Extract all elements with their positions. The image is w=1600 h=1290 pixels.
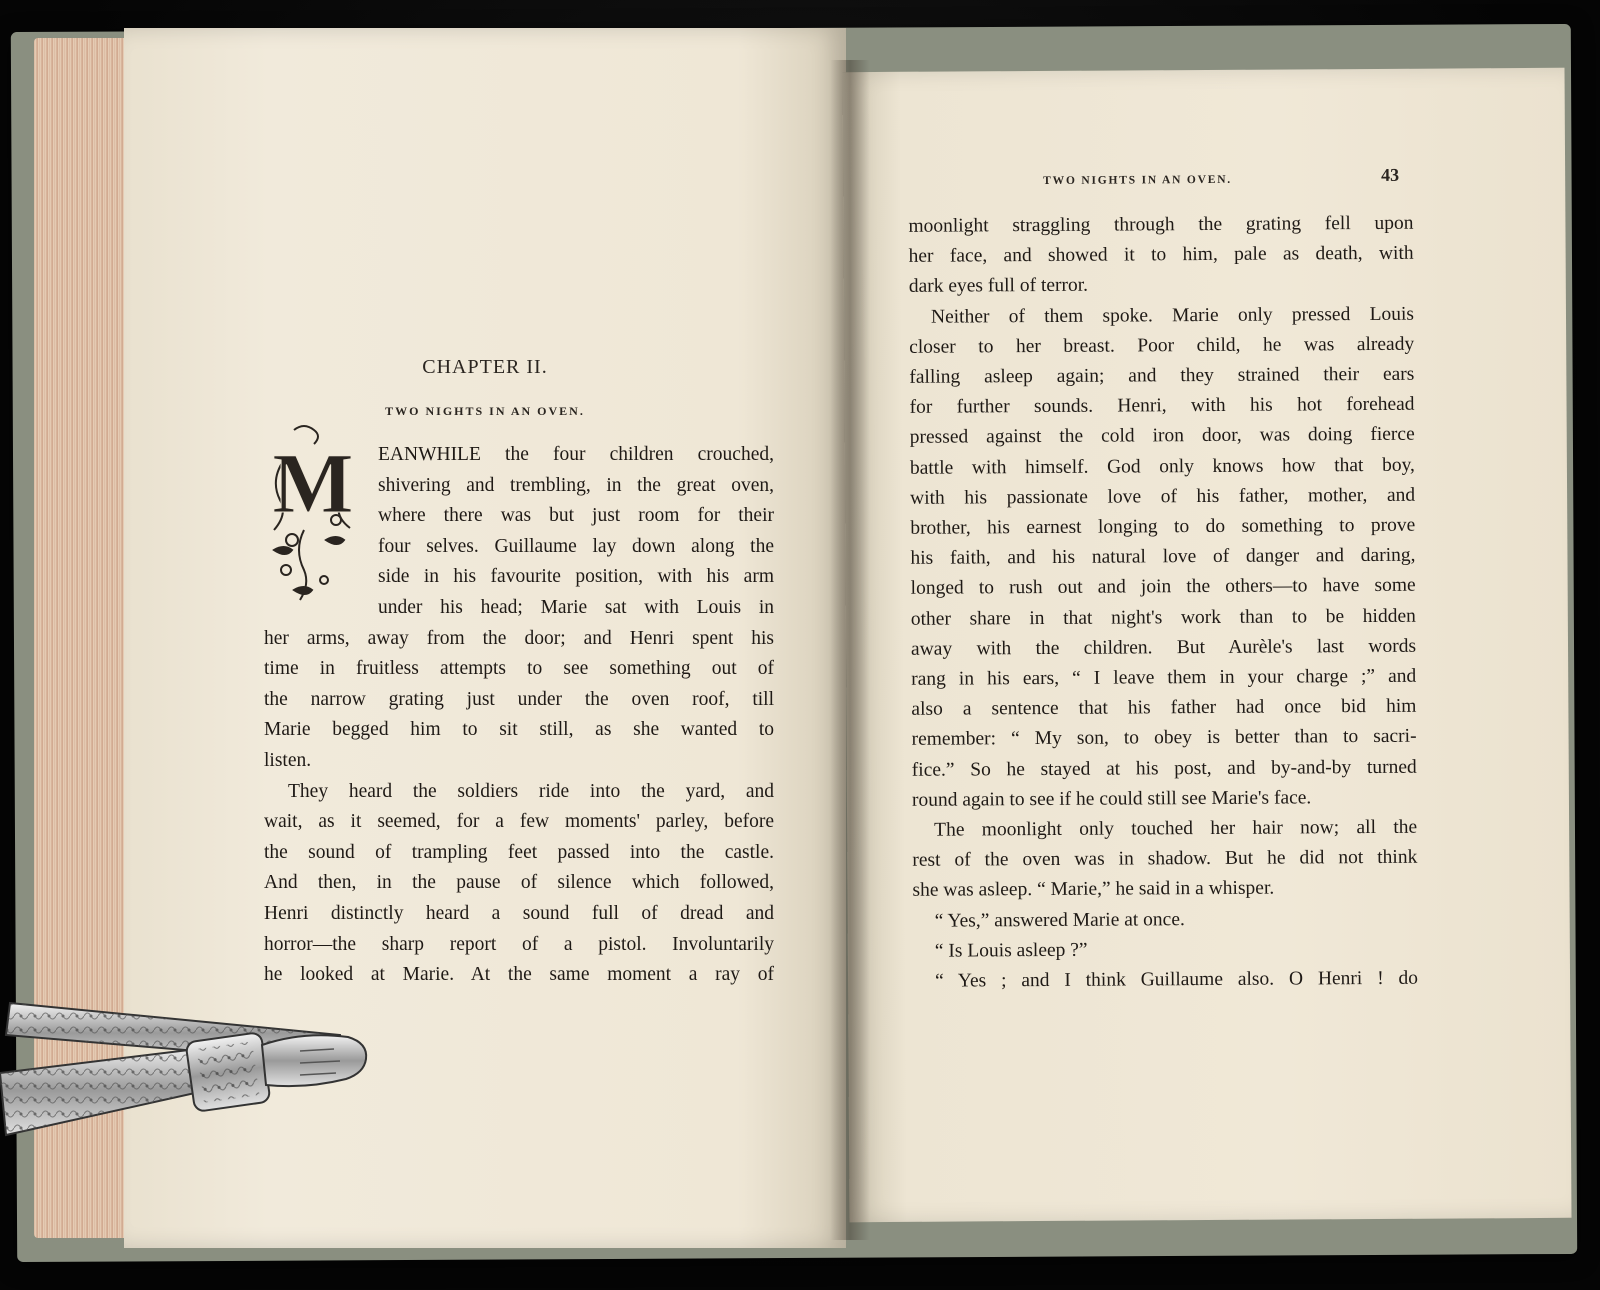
text-line: “ Yes,” answered Marie at once. bbox=[934, 908, 1185, 932]
text-line: round again to see if he could still see Marie's face. bbox=[911, 787, 1312, 811]
left-page-body bbox=[264, 440, 774, 991]
text-line: EANWHILE the four children crouched, bbox=[378, 444, 774, 465]
chapter-title: CHAPTER II. bbox=[422, 356, 548, 378]
text-line: the narrow grating just under the oven roof, till bbox=[264, 688, 774, 710]
text-line: Neither of them spoke. Marie only pressed Louis bbox=[930, 303, 1415, 328]
text-line: brother, his earnest longing to do something to prove bbox=[910, 514, 1416, 539]
text-line: side in his favourite position, with his arm bbox=[378, 566, 774, 588]
text-line: where there was but just room for their bbox=[378, 505, 774, 527]
right-page-body bbox=[908, 209, 1418, 997]
text-line: falling asleep again; and they strained their ears bbox=[909, 363, 1415, 388]
text-line: horror—the sharp report of a pistol. Involuntarily bbox=[264, 933, 774, 955]
text-line: And then, in the pause of silence which followed, bbox=[264, 872, 774, 894]
text-line: Henri distinctly heard a sound full of dread and bbox=[264, 902, 774, 924]
text-line: dark eyes full of terror. bbox=[908, 275, 1089, 298]
text-line: four selves. Guillaume lay down along the bbox=[378, 535, 774, 557]
text-line: “ Is Louis asleep ?” bbox=[934, 939, 1088, 962]
chapter-subtitle: TWO NIGHTS IN AN OVEN. bbox=[385, 404, 585, 418]
text-line: battle with himself. God only knows how that boy, bbox=[909, 454, 1415, 479]
text-line: moonlight straggling through the grating fell upon bbox=[908, 212, 1414, 237]
svg-text:M: M bbox=[272, 435, 354, 531]
text-line: the sound of trampling feet passed into the castle. bbox=[264, 841, 774, 863]
page-number: 43 bbox=[1381, 164, 1400, 185]
text-line: for further sounds. Henri, with his hot forehead bbox=[909, 393, 1415, 419]
right-page bbox=[842, 68, 1571, 1222]
text-line: she was asleep. “ Marie,” he said in a whisper. bbox=[912, 878, 1275, 902]
text-line: They heard the soldiers ride into the yard, and bbox=[288, 780, 774, 802]
text-line: closer to her breast. Poor child, he was already bbox=[909, 333, 1415, 358]
text-line: rest of the oven was in shadow. But he did not think bbox=[912, 846, 1418, 872]
book-gutter-shadow bbox=[830, 60, 870, 1240]
text-line: Marie begged him to sit still, as she wanted to bbox=[264, 719, 774, 741]
text-line: other share in that night's work than to be hidden bbox=[910, 605, 1416, 630]
text-line: The moonlight only touched her hair now; all the bbox=[934, 816, 1418, 841]
text-line: also a sentence that his father had once bid him bbox=[911, 695, 1417, 721]
text-line: pressed against the cold iron door, was doing fierce bbox=[909, 424, 1415, 449]
text-line: away with the children. But Aurèle's last words bbox=[910, 635, 1417, 660]
text-line: “ Yes ; and I think Guillaume also. O Henri ! do bbox=[934, 967, 1419, 992]
silver-page-clip bbox=[0, 995, 380, 1145]
text-line: under his head; Marie sat with Louis in bbox=[378, 596, 774, 618]
text-line: remember: “ My son, to obey is better than to sacri- bbox=[911, 726, 1417, 751]
text-line: wait, as it seemed, for a few moments' parley, before bbox=[264, 811, 774, 833]
text-line: shivering and trembling, in the great oven, bbox=[378, 474, 774, 496]
text-line: fice.” So he stayed at his post, and by-and-by turned bbox=[911, 756, 1417, 781]
running-head: TWO NIGHTS IN AN OVEN. bbox=[1043, 173, 1233, 187]
text-line: time in fruitless attempts to see something out of bbox=[264, 658, 774, 680]
text-line: his faith, and his natural love of danger and daring, bbox=[910, 544, 1416, 570]
text-line: rang in his ears, “ I leave them in your charge ;” and bbox=[911, 665, 1417, 690]
text-line: her arms, away from the door; and Henri spent his bbox=[264, 627, 774, 649]
text-line: he looked at Marie. At the same moment a ray of bbox=[264, 964, 774, 986]
text-line: with his passionate love of his father, mother, and bbox=[910, 484, 1416, 509]
text-line: longed to rush out and join the others—to have some bbox=[910, 575, 1416, 600]
text-line: her face, and showed it to him, pale as death, with bbox=[908, 242, 1414, 268]
text-line: listen. bbox=[264, 749, 312, 771]
